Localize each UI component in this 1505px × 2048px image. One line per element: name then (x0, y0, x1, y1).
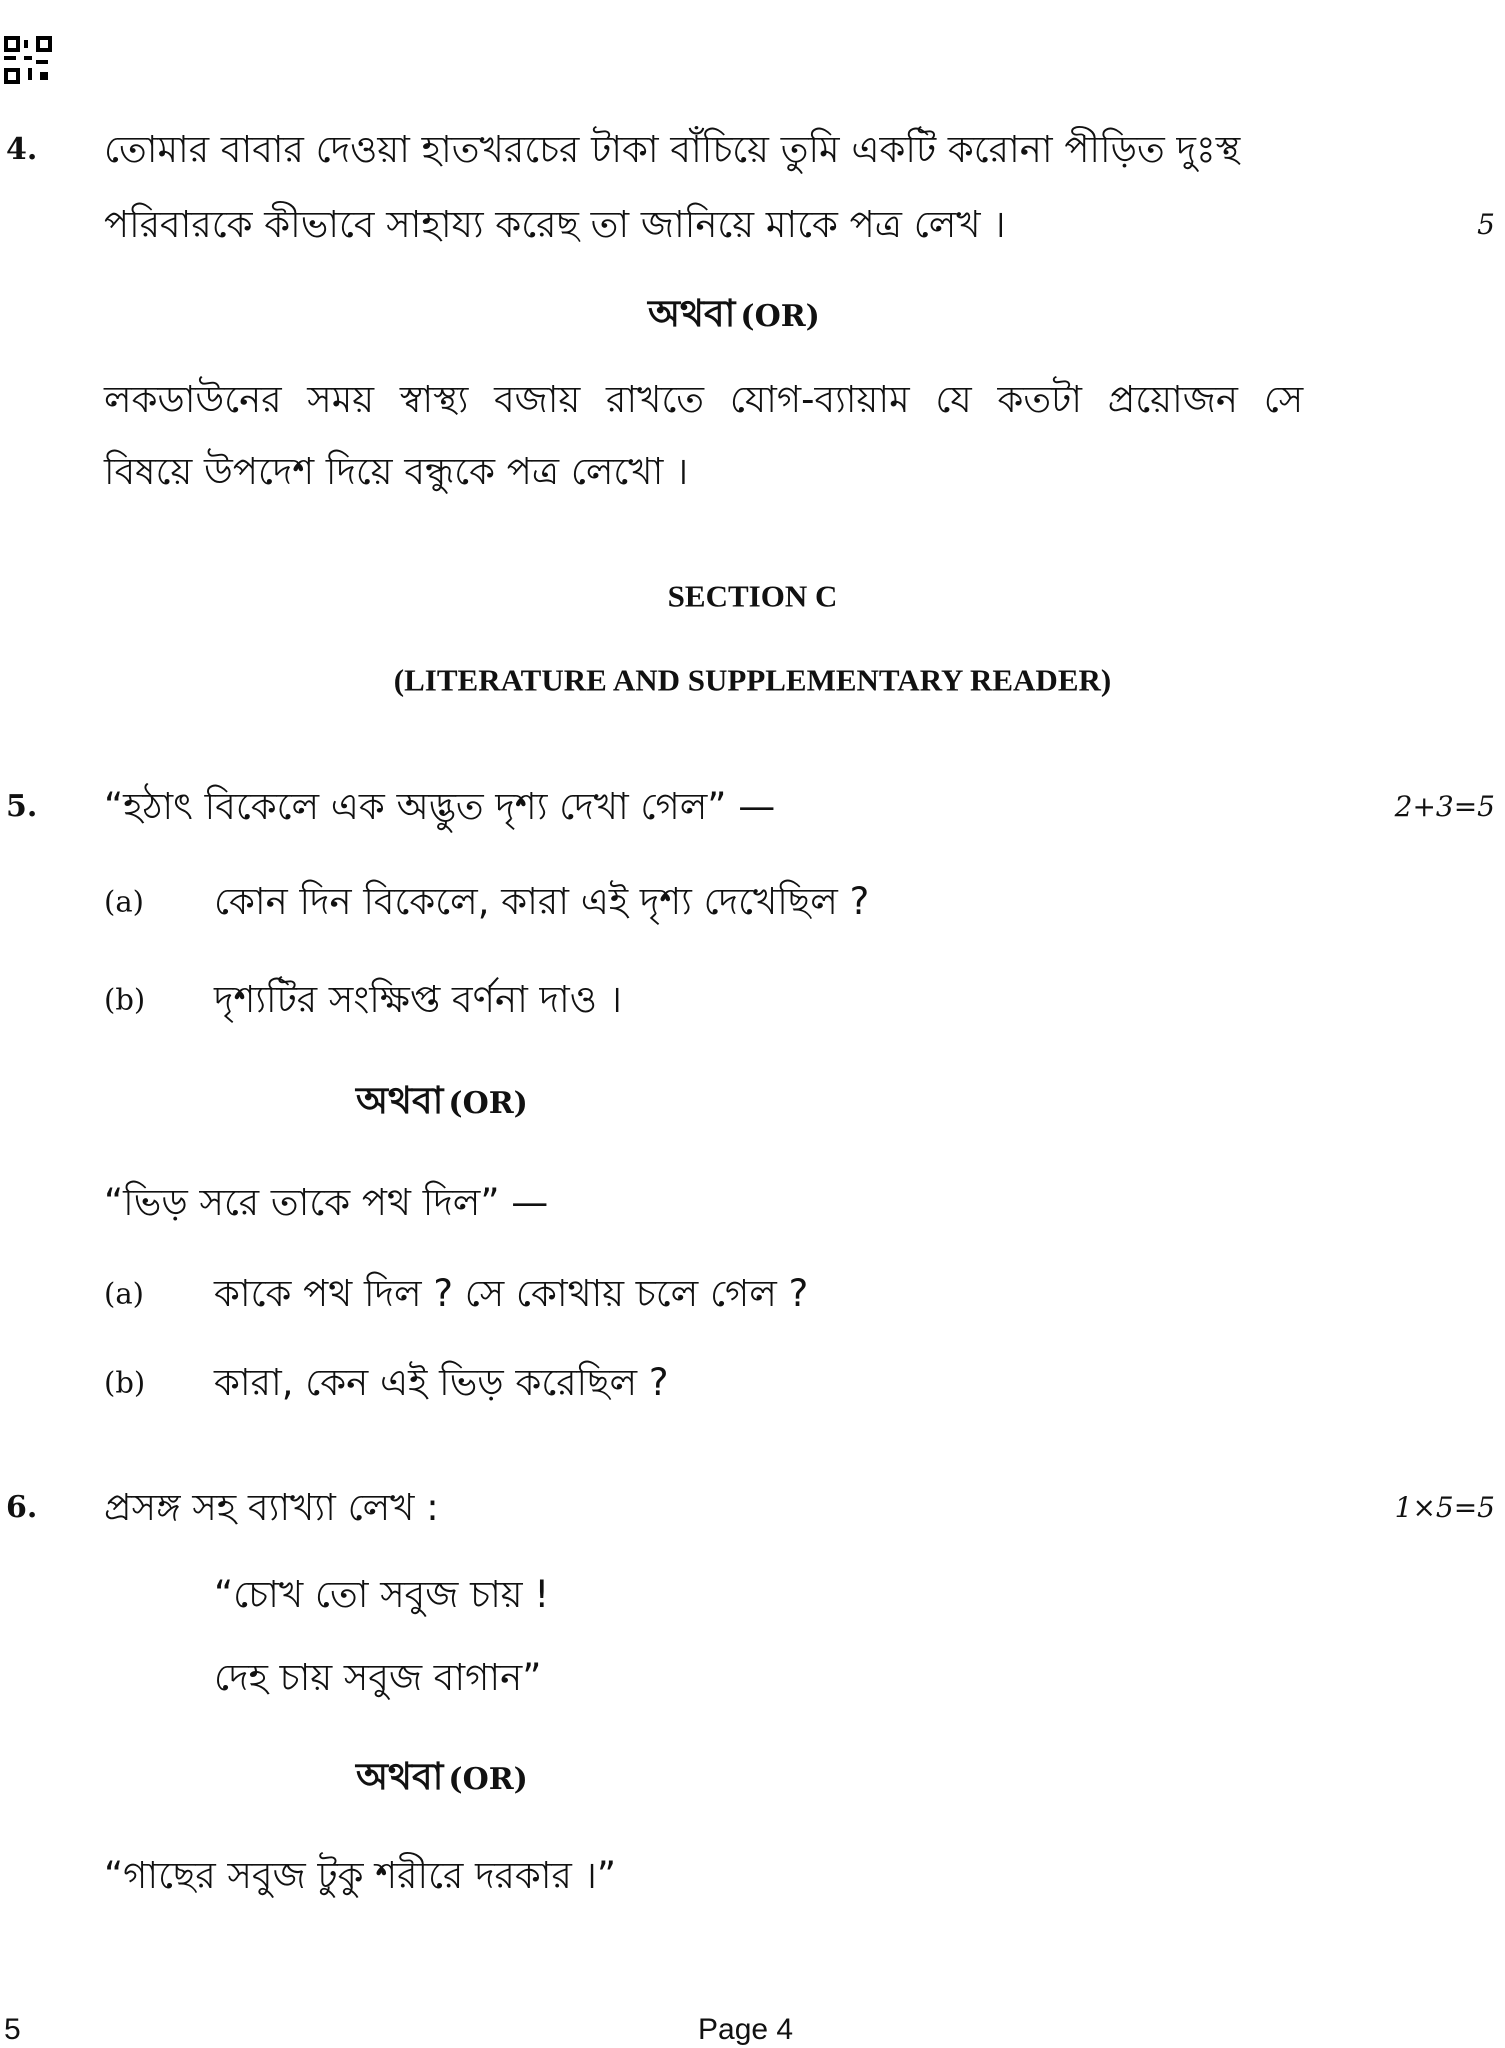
question-text: পরিবারকে কীভাবে সাহায্য করেছ তা জানিয়ে মাকে পত্র লেখ । (104, 202, 1006, 246)
question-text: “গাছের সবুজ টুকু শরীরে দরকার ।” (104, 1853, 616, 1897)
question-number: 5. (6, 789, 38, 824)
marks: 5 (1477, 208, 1495, 242)
or-divider (356, 1754, 528, 1798)
or-en: (OR) (448, 1085, 528, 1121)
or-bn: অথবা (356, 1077, 444, 1122)
marks: 2+3=5 (1394, 790, 1495, 824)
section-title: SECTION C (667, 578, 838, 614)
question-text: প্রসঙ্গ সহ ব্যাখ্যা লেখ : (104, 1485, 439, 1529)
sub-question: কোন দিন বিকেলে, কারা এই দৃশ্য দেখেছিল ? (214, 879, 870, 923)
question-text: লকডাউনের সময় স্বাস্থ্য বজায় রাখতে যোগ-ব্যায়াম যে কতটা প্রয়োজন সে (104, 377, 1304, 421)
question-text: তোমার বাবার দেওয়া হাতখরচের টাকা বাঁচিয়ে তুমি একটি করোনা পীড়িত দুঃস্থ (104, 127, 1241, 171)
or-bn: অথবা (356, 1753, 444, 1798)
or-divider (648, 291, 820, 335)
question-text: বিষয়ে উপদেশ দিয়ে বন্ধুকে পত্র লেখো । (104, 449, 689, 493)
quote-line: দেহ চায় সবুজ বাগান” (214, 1655, 542, 1699)
sub-label: (b) (104, 982, 146, 1017)
sub-label: (a) (104, 884, 144, 919)
question-number: 6. (6, 1490, 38, 1525)
sub-question: দৃশ্যটির সংক্ষিপ্ত বর্ণনা দাও । (214, 977, 622, 1021)
question-text: “হঠাৎ বিকেলে এক অদ্ভুত দৃশ্য দেখা গেল” — (104, 784, 776, 828)
or-en: (OR) (448, 1761, 528, 1797)
question-text: “ভিড় সরে তাকে পথ দিল” — (104, 1180, 549, 1224)
or-en: (OR) (740, 298, 820, 334)
or-bn: অথবা (648, 290, 736, 335)
sub-question: কাকে পথ দিল ? সে কোথায় চলে গেল ? (214, 1271, 809, 1315)
quote-line: “চোখ তো সবুজ চায় ! (214, 1572, 550, 1616)
page-number: Page 4 (698, 2013, 794, 2046)
marks: 1×5=5 (1394, 1491, 1495, 1525)
sub-label: (b) (104, 1365, 146, 1400)
or-divider (356, 1078, 528, 1122)
section-subtitle: (LITERATURE AND SUPPLEMENTARY READER) (393, 662, 1112, 698)
qr-code-icon (4, 36, 52, 84)
sub-question: কারা, কেন এই ভিড় করেছিল ? (214, 1360, 669, 1404)
sub-label: (a) (104, 1276, 144, 1311)
footer-code: 5 (4, 2013, 21, 2046)
question-number: 4. (6, 132, 38, 167)
